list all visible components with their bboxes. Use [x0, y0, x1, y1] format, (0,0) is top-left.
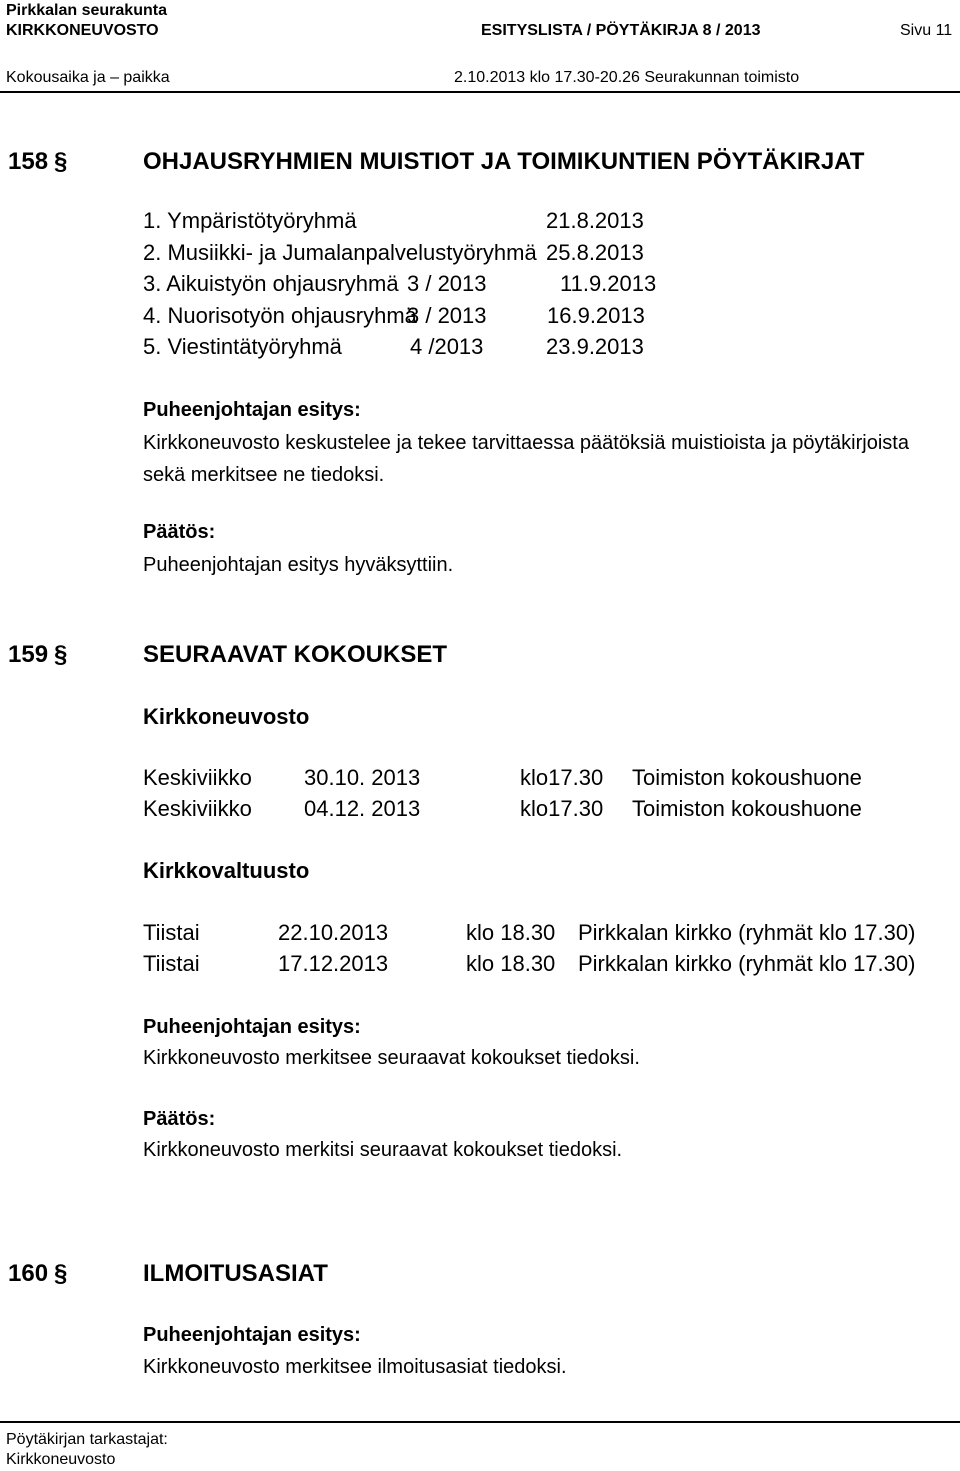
list-item-number: 4 /2013: [410, 334, 484, 359]
meeting-date: 22.10.2013: [278, 920, 389, 945]
meeting-place: Toimiston kokoushuone: [632, 796, 862, 821]
proposal-label: Puheenjohtajan esitys:: [143, 399, 361, 421]
meeting-time: klo17.30: [520, 796, 604, 821]
meeting-date: 30.10. 2013: [304, 765, 421, 790]
meeting-day: Tiistai: [143, 951, 200, 976]
decision-text: Puheenjohtajan esitys hyväksyttiin.: [143, 554, 454, 576]
proposal-text: Kirkkoneuvosto merkitsee ilmoitusasiat tiedoksi.: [143, 1356, 567, 1378]
list-item-date: 21.8.2013: [546, 208, 644, 233]
section-sign: §: [54, 148, 68, 175]
meeting-date: 04.12. 2013: [304, 796, 421, 821]
list-item-date: 16.9.2013: [547, 303, 645, 328]
meeting-place: Pirkkalan kirkko (ryhmät klo 17.30): [578, 951, 916, 976]
meeting-time: klo 18.30: [466, 920, 556, 945]
section-title: ILMOITUSASIAT: [143, 1260, 328, 1287]
section-title: SEURAAVAT KOKOUKSET: [143, 641, 448, 668]
assembly-label: Kirkkovaltuusto: [143, 858, 310, 883]
list-item-date: 25.8.2013: [546, 240, 644, 265]
meeting-place: Toimiston kokoushuone: [632, 765, 862, 790]
meeting-day: Tiistai: [143, 920, 200, 945]
proposal-text: Kirkkoneuvosto keskustelee ja tekee tarvittaessa päätöksiä muistioista ja pöytäkirjoista sekä merkitsee ne tiedoksi.: [143, 432, 909, 486]
list-item-number: 3 / 2013: [407, 271, 487, 296]
list-item-name: 4. Nuorisotyön ohjausryhmä: [143, 303, 417, 328]
list-item-name: 3. Aikuistyön ohjausryhmä: [143, 271, 399, 296]
list-item-name: 5. Viestintätyöryhmä: [143, 334, 342, 359]
decision-label: Päätös:: [143, 521, 216, 543]
footer-board-name: Kirkkoneuvosto: [6, 1451, 116, 1468]
list-item-date: 23.9.2013: [546, 334, 644, 359]
meeting-time: klo17.30: [520, 765, 604, 790]
decision-label: Päätös:: [143, 1108, 216, 1130]
header-divider: [0, 91, 960, 93]
proposal-label: Puheenjohtajan esitys:: [143, 1016, 361, 1038]
board-name: KIRKKONEUVOSTO: [6, 22, 159, 39]
checkers-label: Pöytäkirjan tarkastajat:: [6, 1431, 168, 1448]
section-number: 160: [8, 1260, 49, 1287]
section-number: 159: [8, 641, 49, 668]
list-item-date: 11.9.2013: [560, 271, 657, 296]
meeting-label: Kokousaika ja – paikka: [6, 69, 170, 86]
list-item-number: 3 / 2013: [407, 303, 487, 328]
document-title: ESITYSLISTA / PÖYTÄKIRJA 8 / 2013: [481, 22, 761, 39]
organization-name: Pirkkalan seurakunta: [6, 2, 167, 19]
footer-divider: [0, 1421, 960, 1423]
meeting-date: 17.12.2013: [278, 951, 389, 976]
proposal-text: Kirkkoneuvosto merkitsee seuraavat kokoukset tiedoksi.: [143, 1047, 640, 1069]
section-sign: §: [54, 641, 68, 668]
meeting-day: Keskiviikko: [143, 765, 252, 790]
meeting-time: klo 18.30: [466, 951, 556, 976]
section-sign: §: [54, 1260, 68, 1287]
list-item-name: 2. Musiikki- ja Jumalanpalvelustyöryhmä: [143, 240, 537, 265]
proposal-label: Puheenjohtajan esitys:: [143, 1324, 361, 1346]
list-item-name: 1. Ympäristötyöryhmä: [143, 208, 357, 233]
section-number: 158: [8, 148, 49, 175]
council-label: Kirkkoneuvosto: [143, 704, 310, 729]
section-title: OHJAUSRYHMIEN MUISTIOT JA TOIMIKUNTIEN PÖYTÄKIRJAT: [143, 148, 865, 175]
meeting-day: Keskiviikko: [143, 796, 252, 821]
page-number: Sivu 11: [900, 22, 953, 39]
meeting-value: 2.10.2013 klo 17.30-20.26 Seurakunnan toimisto: [454, 69, 800, 86]
meeting-place: Pirkkalan kirkko (ryhmät klo 17.30): [578, 920, 916, 945]
decision-text: Kirkkoneuvosto merkitsi seuraavat kokoukset tiedoksi.: [143, 1139, 623, 1161]
